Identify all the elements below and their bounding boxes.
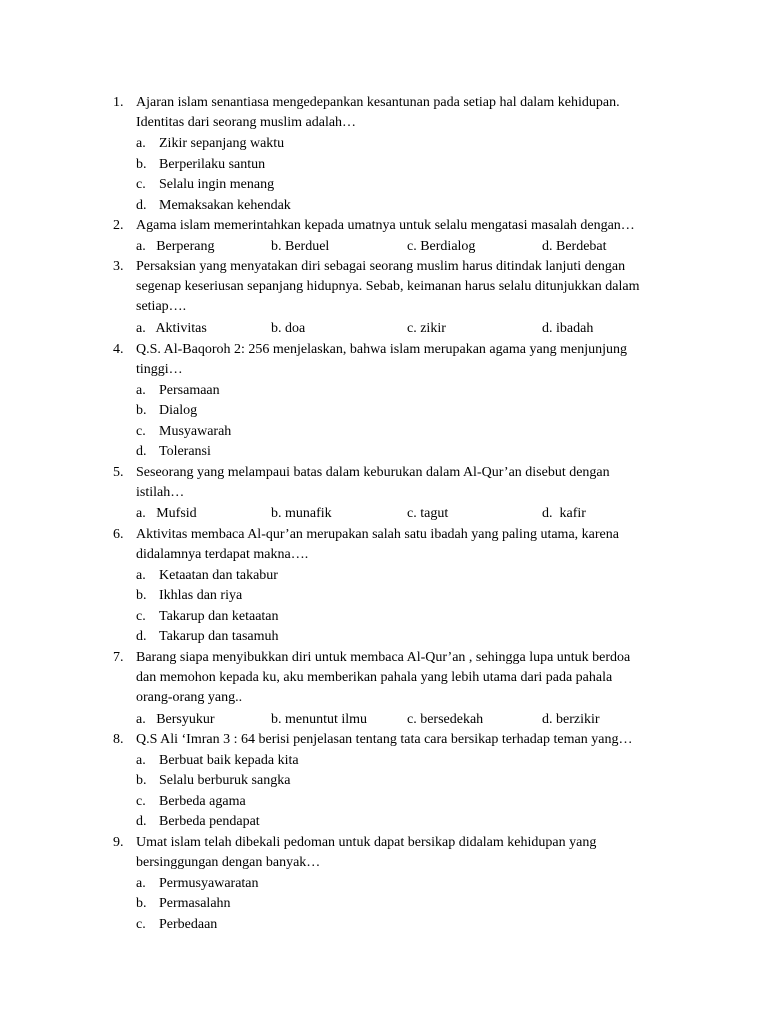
question-text-line: Aktivitas membaca Al-qur’an merupakan salah satu ibadah yang paling utama, karena xyxy=(136,527,619,542)
question-text-line: orang-orang yang.. xyxy=(136,690,243,705)
answer-option: c. bersedekah xyxy=(407,712,484,727)
option-text: Takarup dan ketaatan xyxy=(159,609,279,624)
question-number: 4. xyxy=(113,342,124,357)
option-letter: a. xyxy=(136,136,146,151)
option-letter: c. xyxy=(136,177,146,192)
option-text: Musyawarah xyxy=(159,424,232,439)
option-letter: d. xyxy=(136,198,147,213)
option-text: Ikhlas dan riya xyxy=(159,588,243,603)
question-text xyxy=(136,463,610,503)
answer-option: b. menuntut ilmu xyxy=(271,712,368,727)
option-text: Ketaatan dan takabur xyxy=(159,568,278,583)
answer-option: a. Bersyukur xyxy=(136,712,215,727)
question-text xyxy=(136,730,632,750)
option-text: Zikir sepanjang waktu xyxy=(159,136,285,151)
option-letter: d. xyxy=(136,814,147,829)
option-letter: d. xyxy=(136,629,147,644)
option-letter: b. xyxy=(136,896,147,911)
question-text-line: dan memohon kepada ku, aku memberikan pahala yang lebih utama dari pada pahala xyxy=(136,670,613,685)
answer-option: c. zikir xyxy=(407,321,446,336)
question-number: 1. xyxy=(113,95,124,110)
question-number: 2. xyxy=(113,218,124,233)
option-letter: c. xyxy=(136,917,146,932)
option-letter: c. xyxy=(136,424,146,439)
option-letter: c. xyxy=(136,794,146,809)
question-text-line: Ajaran islam senantiasa mengedepankan kesantunan pada setiap hal dalam kehidupan. xyxy=(136,95,620,110)
question-number: 6. xyxy=(113,527,124,542)
answer-option: d. berzikir xyxy=(542,712,600,727)
question-text-line: Barang siapa menyibukkan diri untuk membaca Al-Qur’an , sehingga lupa untuk berdoa xyxy=(136,650,631,665)
option-letter: d. xyxy=(136,444,147,459)
answer-option: a. Mufsid xyxy=(136,506,197,521)
option-text: Takarup dan tasamuh xyxy=(159,629,279,644)
option-text: Berbeda agama xyxy=(159,794,246,809)
question-text-line: setiap…. xyxy=(136,299,187,314)
answer-option: a. Berperang xyxy=(136,239,215,254)
question-text xyxy=(136,93,620,133)
question-text-line: Q.S Ali ‘Imran 3 : 64 berisi penjelasan tentang tata cara bersikap terhadap teman yang… xyxy=(136,732,633,747)
question-text-line: Persaksian yang menyatakan diri sebagai seorang muslim harus ditindak lanjuti dengan xyxy=(136,259,626,274)
question-number: 8. xyxy=(113,732,124,747)
question-text-line: bersinggungan dengan banyak… xyxy=(136,855,321,870)
question-text xyxy=(136,833,596,873)
question-text-line: Identitas dari seorang muslim adalah… xyxy=(136,115,357,130)
question-text xyxy=(136,216,635,236)
option-text: Selalu ingin menang xyxy=(159,177,275,192)
option-letter: a. xyxy=(136,876,146,891)
question-number: 9. xyxy=(113,835,124,850)
option-text: Dialog xyxy=(159,403,198,418)
question-text-line: didalamnya terdapat makna…. xyxy=(136,547,309,562)
option-letter: b. xyxy=(136,157,147,172)
answer-option: d. ibadah xyxy=(542,321,594,336)
question-text xyxy=(136,257,639,317)
question-number: 3. xyxy=(113,259,124,274)
option-text: Permasalahn xyxy=(159,896,231,911)
option-text: Perbedaan xyxy=(159,917,218,932)
option-text: Berperilaku santun xyxy=(159,157,266,172)
answer-option: b. doa xyxy=(271,321,306,336)
option-text: Toleransi xyxy=(159,444,211,459)
option-text: Persamaan xyxy=(159,383,220,398)
question-number: 5. xyxy=(113,465,124,480)
question-text-line: tinggi… xyxy=(136,362,183,377)
option-text: Selalu berburuk sangka xyxy=(159,773,291,788)
option-letter: b. xyxy=(136,773,147,788)
option-text: Permusyawaratan xyxy=(159,876,259,891)
question-number: 7. xyxy=(113,650,124,665)
question-text-line: segenap keseriusan sepanjang hidupnya. Sebab, keimanan harus selalu ditunjukkan dalam xyxy=(136,279,640,294)
answer-option: b. Berduel xyxy=(271,239,330,254)
question-text-line: Q.S. Al-Baqoroh 2: 256 menjelaskan, bahwa islam merupakan agama yang menjunjung xyxy=(136,342,628,357)
option-letter: a. xyxy=(136,753,146,768)
option-letter: a. xyxy=(136,383,146,398)
question-text-line: istilah… xyxy=(136,485,185,500)
option-text: Berbuat baik kepada kita xyxy=(159,753,299,768)
option-letter: c. xyxy=(136,609,146,624)
question-text xyxy=(136,648,630,708)
answer-option: a. Aktivitas xyxy=(136,321,207,336)
question-text-line: Agama islam memerintahkan kepada umatnya untuk selalu mengatasi masalah dengan… xyxy=(136,218,635,233)
option-letter: b. xyxy=(136,588,147,603)
answer-option: c. Berdialog xyxy=(407,239,476,254)
option-letter: a. xyxy=(136,568,146,583)
question-text xyxy=(136,525,619,565)
question-text-line: Seseorang yang melampaui batas dalam keburukan dalam Al-Qur’an disebut dengan xyxy=(136,465,610,480)
option-text: Memaksakan kehendak xyxy=(159,198,291,213)
answer-option: c. tagut xyxy=(407,506,449,521)
option-letter: b. xyxy=(136,403,147,418)
question-text xyxy=(136,340,627,380)
answer-option: d. Berdebat xyxy=(542,239,607,254)
answer-option: d. kafir xyxy=(542,506,586,521)
question-text-line: Umat islam telah dibekali pedoman untuk dapat bersikap didalam kehidupan yang xyxy=(136,835,597,850)
option-text: Berbeda pendapat xyxy=(159,814,260,829)
answer-option: b. munafik xyxy=(271,506,332,521)
